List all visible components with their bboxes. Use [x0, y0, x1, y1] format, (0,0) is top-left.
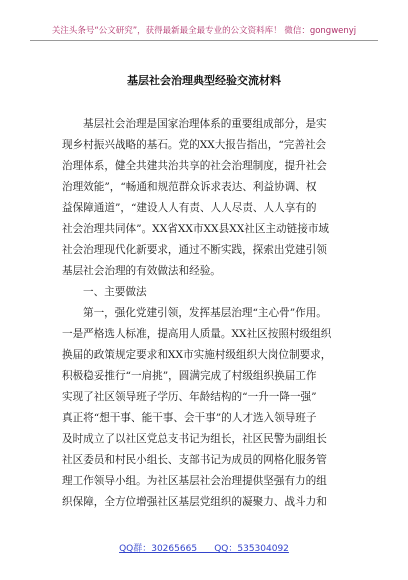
body-line: 换届的政策规定要求和XX市实施村级组织大岗位制要求，: [62, 349, 332, 361]
body-line: 治理体系，健全共建共治共享的社会治理制度，提升社会: [62, 160, 327, 172]
body-line: 理工作领导小组。为社区基层社会治理提供坚强有力的组: [62, 475, 327, 487]
header-notice: 关注头条号“公文研究”，获得最新最全最专业的公文资料库！ 微信：gongwenyj: [51, 26, 357, 36]
body-line: 一、主要做法: [83, 286, 147, 298]
body-line: 实现了社区领导班子学历、年龄结构的“一升一降一强”: [62, 391, 317, 403]
body-line: 治理效能”，“畅通和规范群众诉求表达、利益协调、权: [62, 181, 317, 193]
footer-contact: QQ群：30265665 QQ：535304092: [119, 544, 289, 554]
body-line: 社会治理共同体”。XX省XX市XX县XX社区主动链接市域: [62, 223, 330, 235]
body-line: 益保障通道”，“建设人人有责、人人尽责、人人享有的: [62, 202, 317, 214]
body-line: 现乡村振兴战略的基石。党的XX大报告指出，“完善社会: [62, 139, 327, 151]
body-line: 织保障，全方位增强社区基层党组织的凝聚力、战斗力和: [62, 496, 327, 508]
body-line: 基层社会治理是国家治理体系的重要组成部分，是实: [83, 118, 327, 130]
body-line: 社区委员和村民小组长、支部书记为成员的网格化服务管: [62, 454, 327, 466]
body-line: 基层社会治理的有效做法和经验。: [62, 265, 221, 277]
body-line: 一是严格选人标准，提高用人质量。XX社区按照村级组织: [62, 328, 332, 340]
body-line: 社会治理现代化新要求，通过不断实践，探索出党建引领: [62, 244, 327, 256]
body-line: 积极稳妥推行“一肩挑”，圆满完成了村级组织换届工作: [62, 370, 317, 382]
document-title: 基层社会治理典型经验交流材料: [127, 74, 281, 87]
body-line: 及时成立了以社区党总支书记为组长，社区民警为副组长: [62, 433, 327, 445]
body-line: 第一，强化党建引领，发挥基层治理“主心骨”作用。: [83, 307, 327, 319]
header-divider: [30, 40, 378, 41]
body-line: 真正将“想干事、能干事、会干事”的人才选入领导班子: [62, 412, 317, 424]
document-body: [62, 114, 352, 513]
